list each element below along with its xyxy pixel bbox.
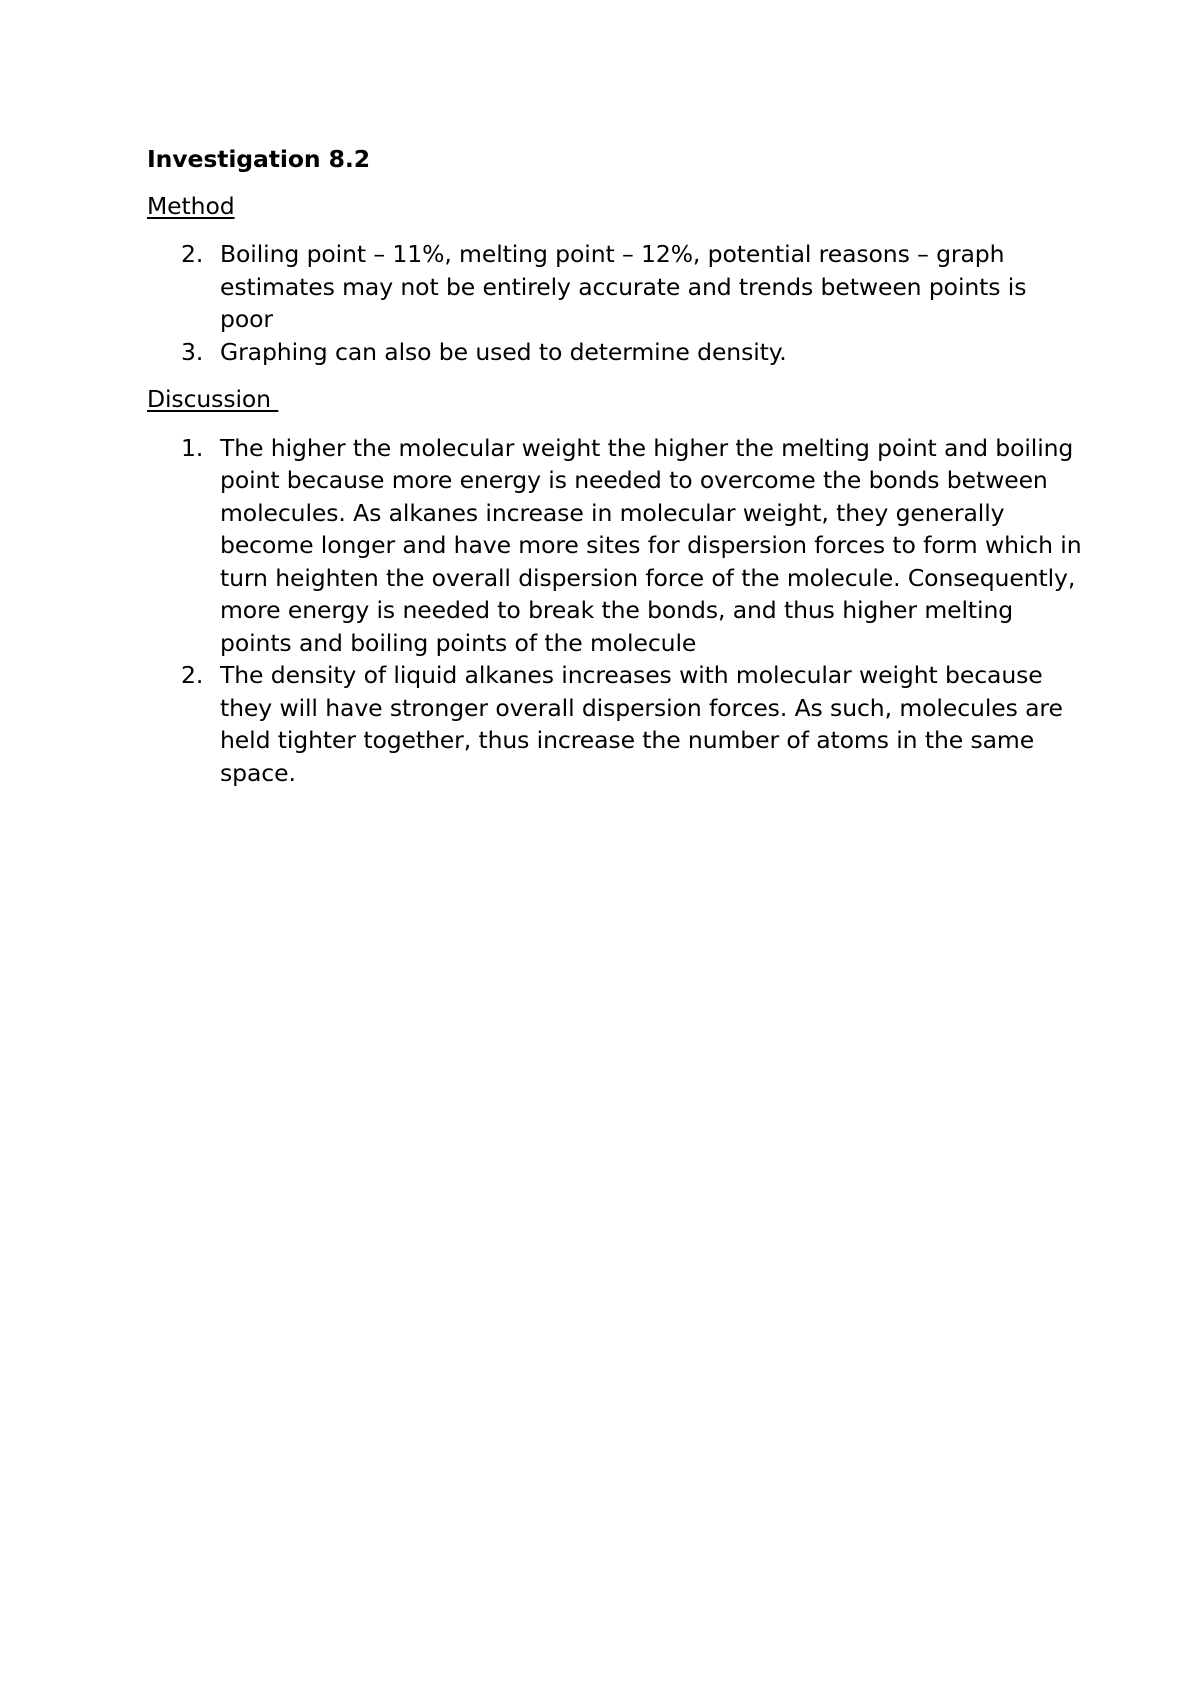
method-list <box>147 238 1082 368</box>
list-text: Boiling point – 11%, melting point – 12%, potential reasons – graph estimates may not be entirely accurate and trends between points is poor <box>220 240 1027 333</box>
list-number: 2. <box>181 240 204 268</box>
discussion-list <box>147 432 1082 790</box>
list-text: The density of liquid alkanes increases with molecular weight because they will have stronger overall dispersion forces. As such, molecules are held tighter together, thus increase the number of atoms in the same space. <box>220 661 1063 787</box>
list-text: The higher the molecular weight the higher the melting point and boiling point because more energy is needed to overcome the bonds between molecules. As alkanes increase in molecular weight, they generally become longer and have more sites for dispersion forces to form which in turn heighten the overall dispersion force of the molecule. Consequently, more energy is needed to break the bonds, and thus higher melting points and boiling points of the molecule <box>220 433 1082 657</box>
method-item-2 <box>147 238 1082 336</box>
list-number: 3. <box>181 337 204 366</box>
list-number: 1. <box>181 433 204 462</box>
method-item-3 <box>147 336 1082 369</box>
method-heading: Method <box>147 191 235 220</box>
list-number: 2. <box>181 661 204 689</box>
discussion-heading: Discussion <box>147 385 279 413</box>
discussion-item-2 <box>147 659 1082 789</box>
list-text: Graphing can also be used to determine density. <box>220 337 787 366</box>
discussion-item-1 <box>147 432 1082 660</box>
document-title: Investigation 8.2 <box>147 145 370 173</box>
document-body <box>147 143 1082 804</box>
